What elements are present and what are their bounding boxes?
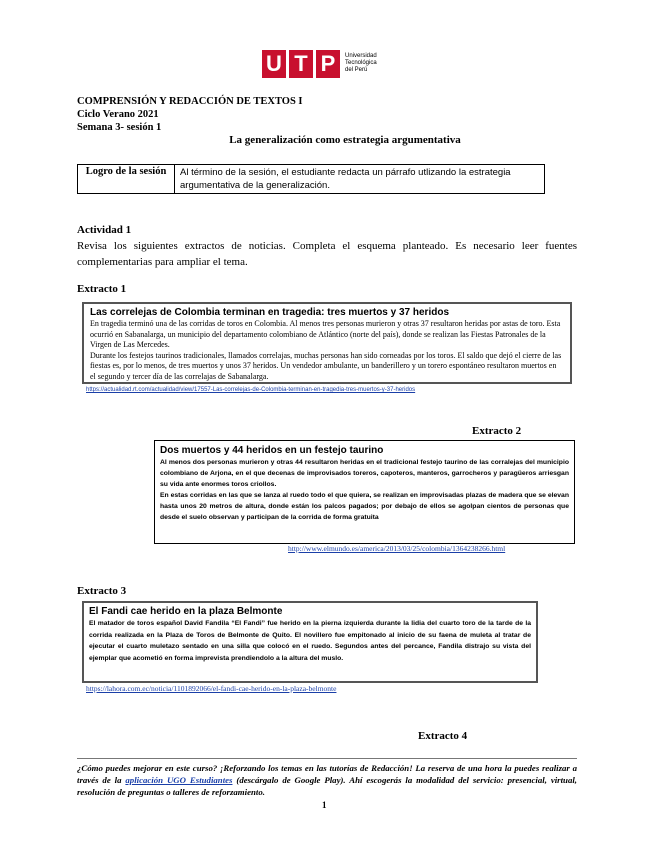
logro-label: Logro de la sesión	[78, 165, 175, 194]
extract-4-label: Extracto 4	[418, 730, 468, 742]
extract-3-paragraph: El matador de toros español David Fandila “El Fandi” fue herido en la pierna izquierda durante la lidia del cuarto toro de la tarde de la corrida realizada en la Plaza de Toros de Belmonte de Quito. El novillero fue empitonado al inicio de su faena de muleta al tratar de ejecutar el cuarto muletazo sentado en una silla que colocó en el ruedo. Segundos antes del percance, Fandila distrajo su vista del ejemplar que acometió en forma imprevista prendiendolo a la altura del muslo.	[89, 620, 531, 662]
footer-note: ¿Cómo puedes mejorar en este curso? ¡Reforzando los temas en las tutorías de Redacción! La reserva de una hora la puedes realizar a través de la aplicación UGO Estudiantes (descárgalo de Google Play). Ahí escogerás la modalidad del servicio: presencial, virtual, resolución de preguntas o talleres de reforzamiento.	[77, 763, 577, 797]
logo-letter-u: U	[262, 50, 286, 78]
extract-2-paragraph: En estas corridas en las que se lanza al ruedo todo el que quiera, se realizan en improvisadas plazas de madera que se elevan hasta unos 20 metros de altura, donde están los palcos pagados; por debajo de ellos se agolpan cientos de personas que desde el suelo observan y participan de la corrida de forma gratuita	[160, 492, 569, 521]
extract-3-label: Extracto 3	[77, 585, 127, 597]
extract-2-source-link[interactable]: http://www.elmundo.es/america/2013/03/25/colombia/1364238266.html	[288, 544, 506, 553]
footer-divider	[77, 758, 577, 759]
extract-1-headline: Las correlejas de Colombia terminan en tragedia: tres muertos y 37 heridos	[90, 307, 450, 318]
week-session: Semana 3- sesión 1	[77, 122, 162, 133]
logo-letter-p: P	[316, 50, 340, 78]
ugo-app-link[interactable]: aplicación UGO Estudiantes	[125, 775, 233, 785]
logro-table	[77, 164, 545, 194]
extract-2-label: Extracto 2	[472, 425, 522, 437]
extract-1-paragraph: En tragedia terminó una de las corridas de toros en Colombia. Al menos tres personas murieron y otras 37 resultaron heridas por astas de toro. Esta ocurrió en Sabanalarga, un municipio del departamento colombiano de Atlántico (norte del país), donde se realizan las Fiestas Patronales de la Virgen de Las Mercedes.	[90, 319, 561, 349]
extract-1-box	[82, 302, 572, 384]
extract-1-source-link[interactable]: https://actualidad.rt.com/actualidad/view/17557-Las-correlejas-de-Colombia-terminan-en-tragedia-tres-muertos-y-37-heridos	[86, 387, 416, 393]
extract-1-label: Extracto 1	[77, 283, 127, 295]
extract-2-box	[154, 440, 575, 544]
document-title: La generalización como estrategia argumentativa	[229, 134, 461, 146]
extract-1-paragraph: Durante los festejos taurinos tradicionales, llamados correlajas, muchas personas han sido corneadas por los toros. El saldo que dejó el cierre de las fiestas es, por lo menos, de tres muertos y unos 37 heridos. Un vendedor ambulante, un banderillero y un torero espontáneo resultaron muertos en el segundo y tercer día de las correlajas de Sabanalarga.	[90, 350, 562, 381]
extract-3-source-link[interactable]: https://lahora.com.ec/noticia/1101892066/el-fandi-cae-herido-en-la-plaza-belmonte	[86, 684, 337, 693]
cycle: Ciclo Verano 2021	[77, 109, 159, 120]
activity-instructions: Revisa los siguientes extractos de noticias. Completa el esquema planteado. Es necesario leer fuentes complementarias para ampliar el tema.	[77, 240, 577, 268]
logo-letter-t: T	[289, 50, 313, 78]
extract-3-headline: El Fandi cae herido en la plaza Belmonte	[89, 606, 283, 617]
logro-text: Al término de la sesión, el estudiante redacta un párrafo utlizando la estrategia argumentativa de la generalización.	[175, 165, 545, 194]
logo-university-name: Universidad Tecnológica del Perú	[345, 53, 377, 73]
extract-3-box	[82, 601, 538, 683]
extract-2-paragraph: Al menos dos personas murieron y otras 44 resultaron heridas en el tradicional festejo taurino de las corralejas del municipio colombiano de Arjona, en el que decenas de improvisados toreros, capoteros, manteros, garrocheros y paragüeros arriesgan su vida ante enormes toros criollos.	[160, 459, 569, 488]
page-number: 1	[322, 800, 327, 810]
course-name: COMPRENSIÓN Y REDACCIÓN DE TEXTOS I	[77, 96, 303, 107]
activity-title: Actividad 1	[77, 224, 132, 236]
utp-logo	[262, 50, 432, 84]
extract-2-headline: Dos muertos y 44 heridos en un festejo taurino	[160, 445, 384, 456]
